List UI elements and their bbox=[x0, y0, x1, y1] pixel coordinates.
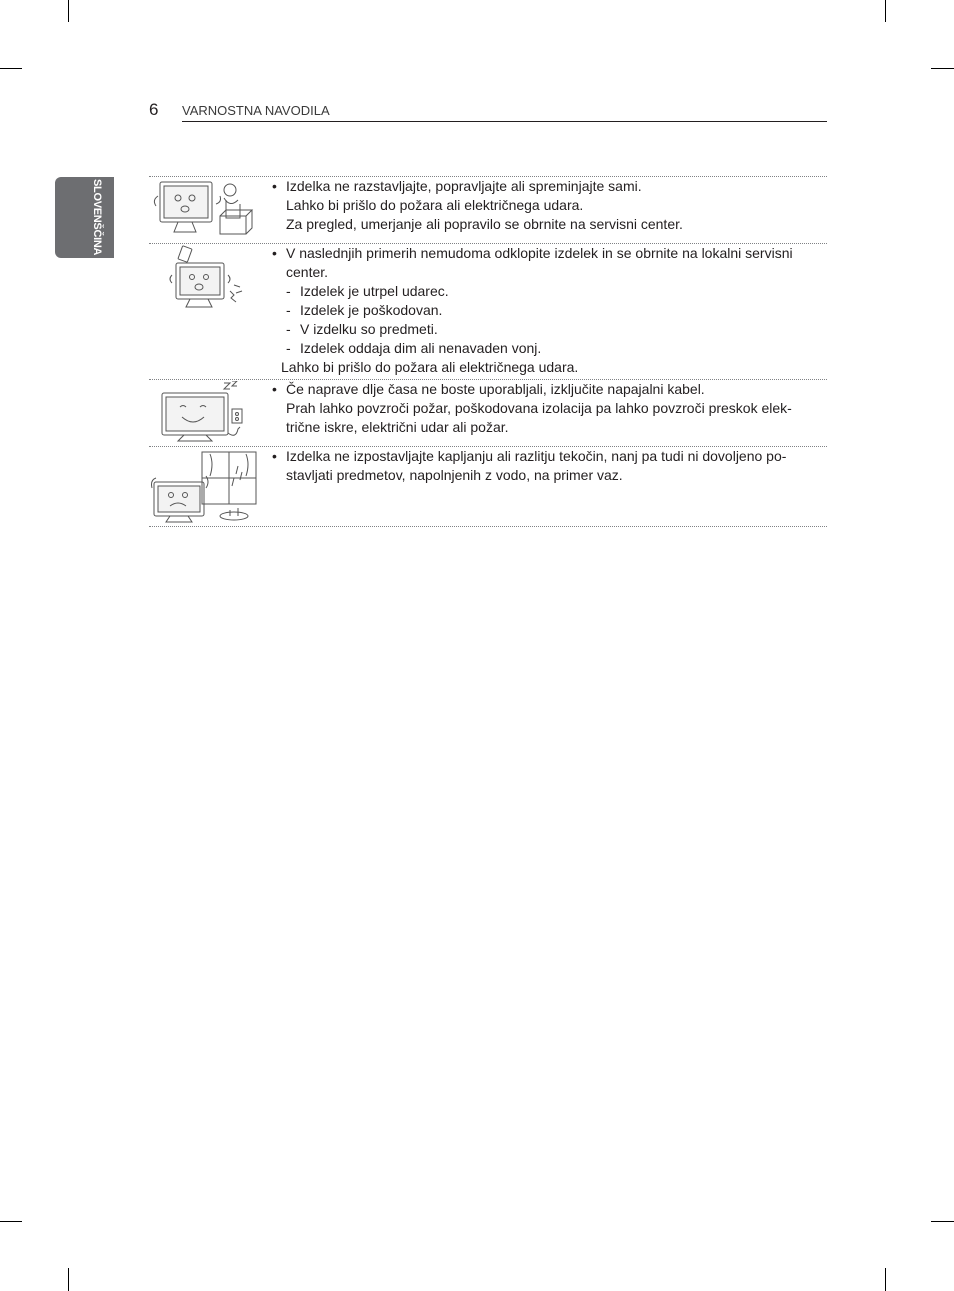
crop-mark bbox=[68, 1268, 69, 1291]
row-divider bbox=[149, 526, 827, 527]
sub-item: - Izdelek oddaja dim ali nenavaden vonj. bbox=[286, 340, 542, 356]
text-line: • Izdelka ne izpostavljajte kapljanju ali razlitju tekočin, nanj pa tudi ni dovoljeno po- bbox=[286, 448, 787, 464]
tv-repair-icon bbox=[150, 178, 262, 242]
header-divider bbox=[182, 121, 827, 122]
bullet-item bbox=[272, 244, 812, 377]
page-number: 6 bbox=[149, 100, 159, 119]
section-title: VARNOSTNA NAVODILA bbox=[182, 103, 330, 118]
tv-water-icon bbox=[150, 448, 262, 525]
text-line: • V naslednjih primerih nemudoma odklopite izdelek in se obrnite na lokalni servisni bbox=[286, 245, 793, 261]
tv-damage-icon bbox=[150, 245, 262, 311]
crop-mark bbox=[0, 68, 22, 69]
text-line: Za pregled, umerjanje ali popravilo se obrnite na servisni center. bbox=[286, 216, 683, 232]
language-tab bbox=[55, 177, 114, 258]
tv-unplug-icon bbox=[150, 381, 262, 445]
text-line: center. bbox=[286, 264, 329, 280]
bullet-item bbox=[272, 447, 812, 485]
text-line: • Če naprave dlje časa ne boste uporabljali, izključite napajalni kabel. bbox=[286, 381, 705, 397]
text-line: trične iskre, električni udar ali požar. bbox=[286, 419, 509, 435]
sub-item: - Izdelek je utrpel udarec. bbox=[286, 283, 449, 299]
crop-mark bbox=[68, 0, 69, 22]
bullet-item bbox=[272, 380, 812, 437]
crop-mark bbox=[931, 1221, 954, 1222]
text-line: Lahko bi prišlo do požara ali električnega udara. bbox=[286, 197, 584, 213]
bullet-item bbox=[272, 177, 812, 234]
crop-mark bbox=[931, 68, 954, 69]
sub-item: - Izdelek je poškodovan. bbox=[286, 302, 443, 318]
sub-item: - V izdelku so predmeti. bbox=[286, 321, 438, 337]
crop-mark bbox=[0, 1221, 22, 1222]
text-line: stavljati predmetov, napolnjenih z vodo, na primer vaz. bbox=[286, 467, 623, 483]
language-tab-label: SLOVENŠČINA bbox=[91, 179, 103, 256]
text-line: • Izdelka ne razstavljajte, popravljajte ali spreminjajte sami. bbox=[286, 178, 642, 194]
text-line: Prah lahko povzroči požar, poškodovana izolacija pa lahko povzroči preskok elek- bbox=[286, 400, 792, 416]
crop-mark bbox=[885, 0, 886, 22]
warning-note: Lahko bi prišlo do požara ali električnega udara. bbox=[281, 359, 579, 375]
crop-mark bbox=[885, 1268, 886, 1291]
